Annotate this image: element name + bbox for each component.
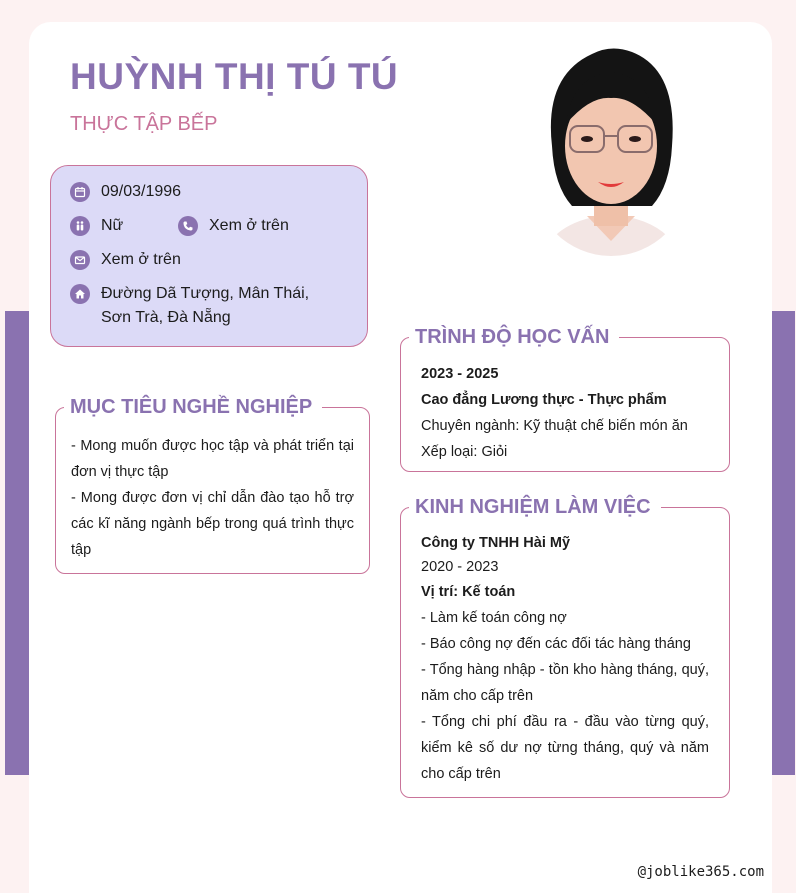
address-value: Đường Dã Tượng, Mân Thái, Sơn Trà, Đà Nẵng <box>101 285 310 326</box>
right-accent-band <box>771 311 795 775</box>
education-grade: Xếp loại: Giỏi <box>421 444 508 460</box>
education-major: Chuyên ngành: Kỹ thuật chế biến món ăn <box>421 418 688 434</box>
experience-title: KINH NGHIỆM LÀM VIỆC <box>409 494 661 520</box>
gender-row <box>70 214 123 238</box>
objective-line: - Mong được đơn vị chỉ dẫn đào tạo hỗ trợ các kĩ năng ngành bếp trong quá trình thực tập <box>71 490 354 558</box>
education-title: TRÌNH ĐỘ HỌC VẤN <box>409 324 619 350</box>
objective-title: MỤC TIÊU NGHỀ NGHIỆP <box>64 394 322 420</box>
profile-photo <box>532 36 690 258</box>
experience-duty: - Tổng chi phí đầu ra - đầu vào từng quý, kiểm kê số dư nợ từng tháng, quý và năm cho cấp trên <box>421 714 709 782</box>
experience-duty: - Báo công nợ đến các đối tác hàng tháng <box>421 636 691 652</box>
objective-line: - Mong muốn được học tập và phát triển tại đơn vị thực tập <box>71 438 354 480</box>
education-body <box>421 361 711 465</box>
gender-icon <box>70 216 90 236</box>
gender-value: Nữ <box>101 217 124 234</box>
email-value: Xem ở trên <box>101 251 181 268</box>
birthday-row <box>70 180 181 204</box>
education-school: Cao đẳng Lương thực - Thực phẩm <box>421 392 667 408</box>
experience-role: Vị trí: Kế toán <box>421 584 516 600</box>
phone-value: Xem ở trên <box>209 217 289 234</box>
address-row <box>70 282 340 330</box>
experience-duty: - Làm kế toán công nợ <box>421 610 567 626</box>
experience-years: 2020 - 2023 <box>421 559 499 575</box>
objective-body <box>71 433 354 563</box>
home-icon <box>70 284 90 304</box>
left-accent-band <box>5 311 29 775</box>
phone-icon <box>178 216 198 236</box>
website-watermark: @joblike365.com <box>637 864 764 880</box>
education-years: 2023 - 2025 <box>421 366 499 382</box>
phone-row <box>178 214 289 238</box>
experience-company: Công ty TNHH Hài Mỹ <box>421 535 571 551</box>
experience-duty: - Tổng hàng nhập - tồn kho hàng tháng, quý, năm cho cấp trên <box>421 662 709 704</box>
calendar-icon <box>70 182 90 202</box>
job-title: THỰC TẬP BẾP <box>70 113 218 135</box>
mail-icon <box>70 250 90 270</box>
candidate-name: HUỲNH THỊ TÚ TÚ <box>70 56 399 97</box>
experience-body <box>421 531 709 787</box>
birthday-value: 09/03/1996 <box>101 183 182 200</box>
email-row <box>70 248 181 272</box>
